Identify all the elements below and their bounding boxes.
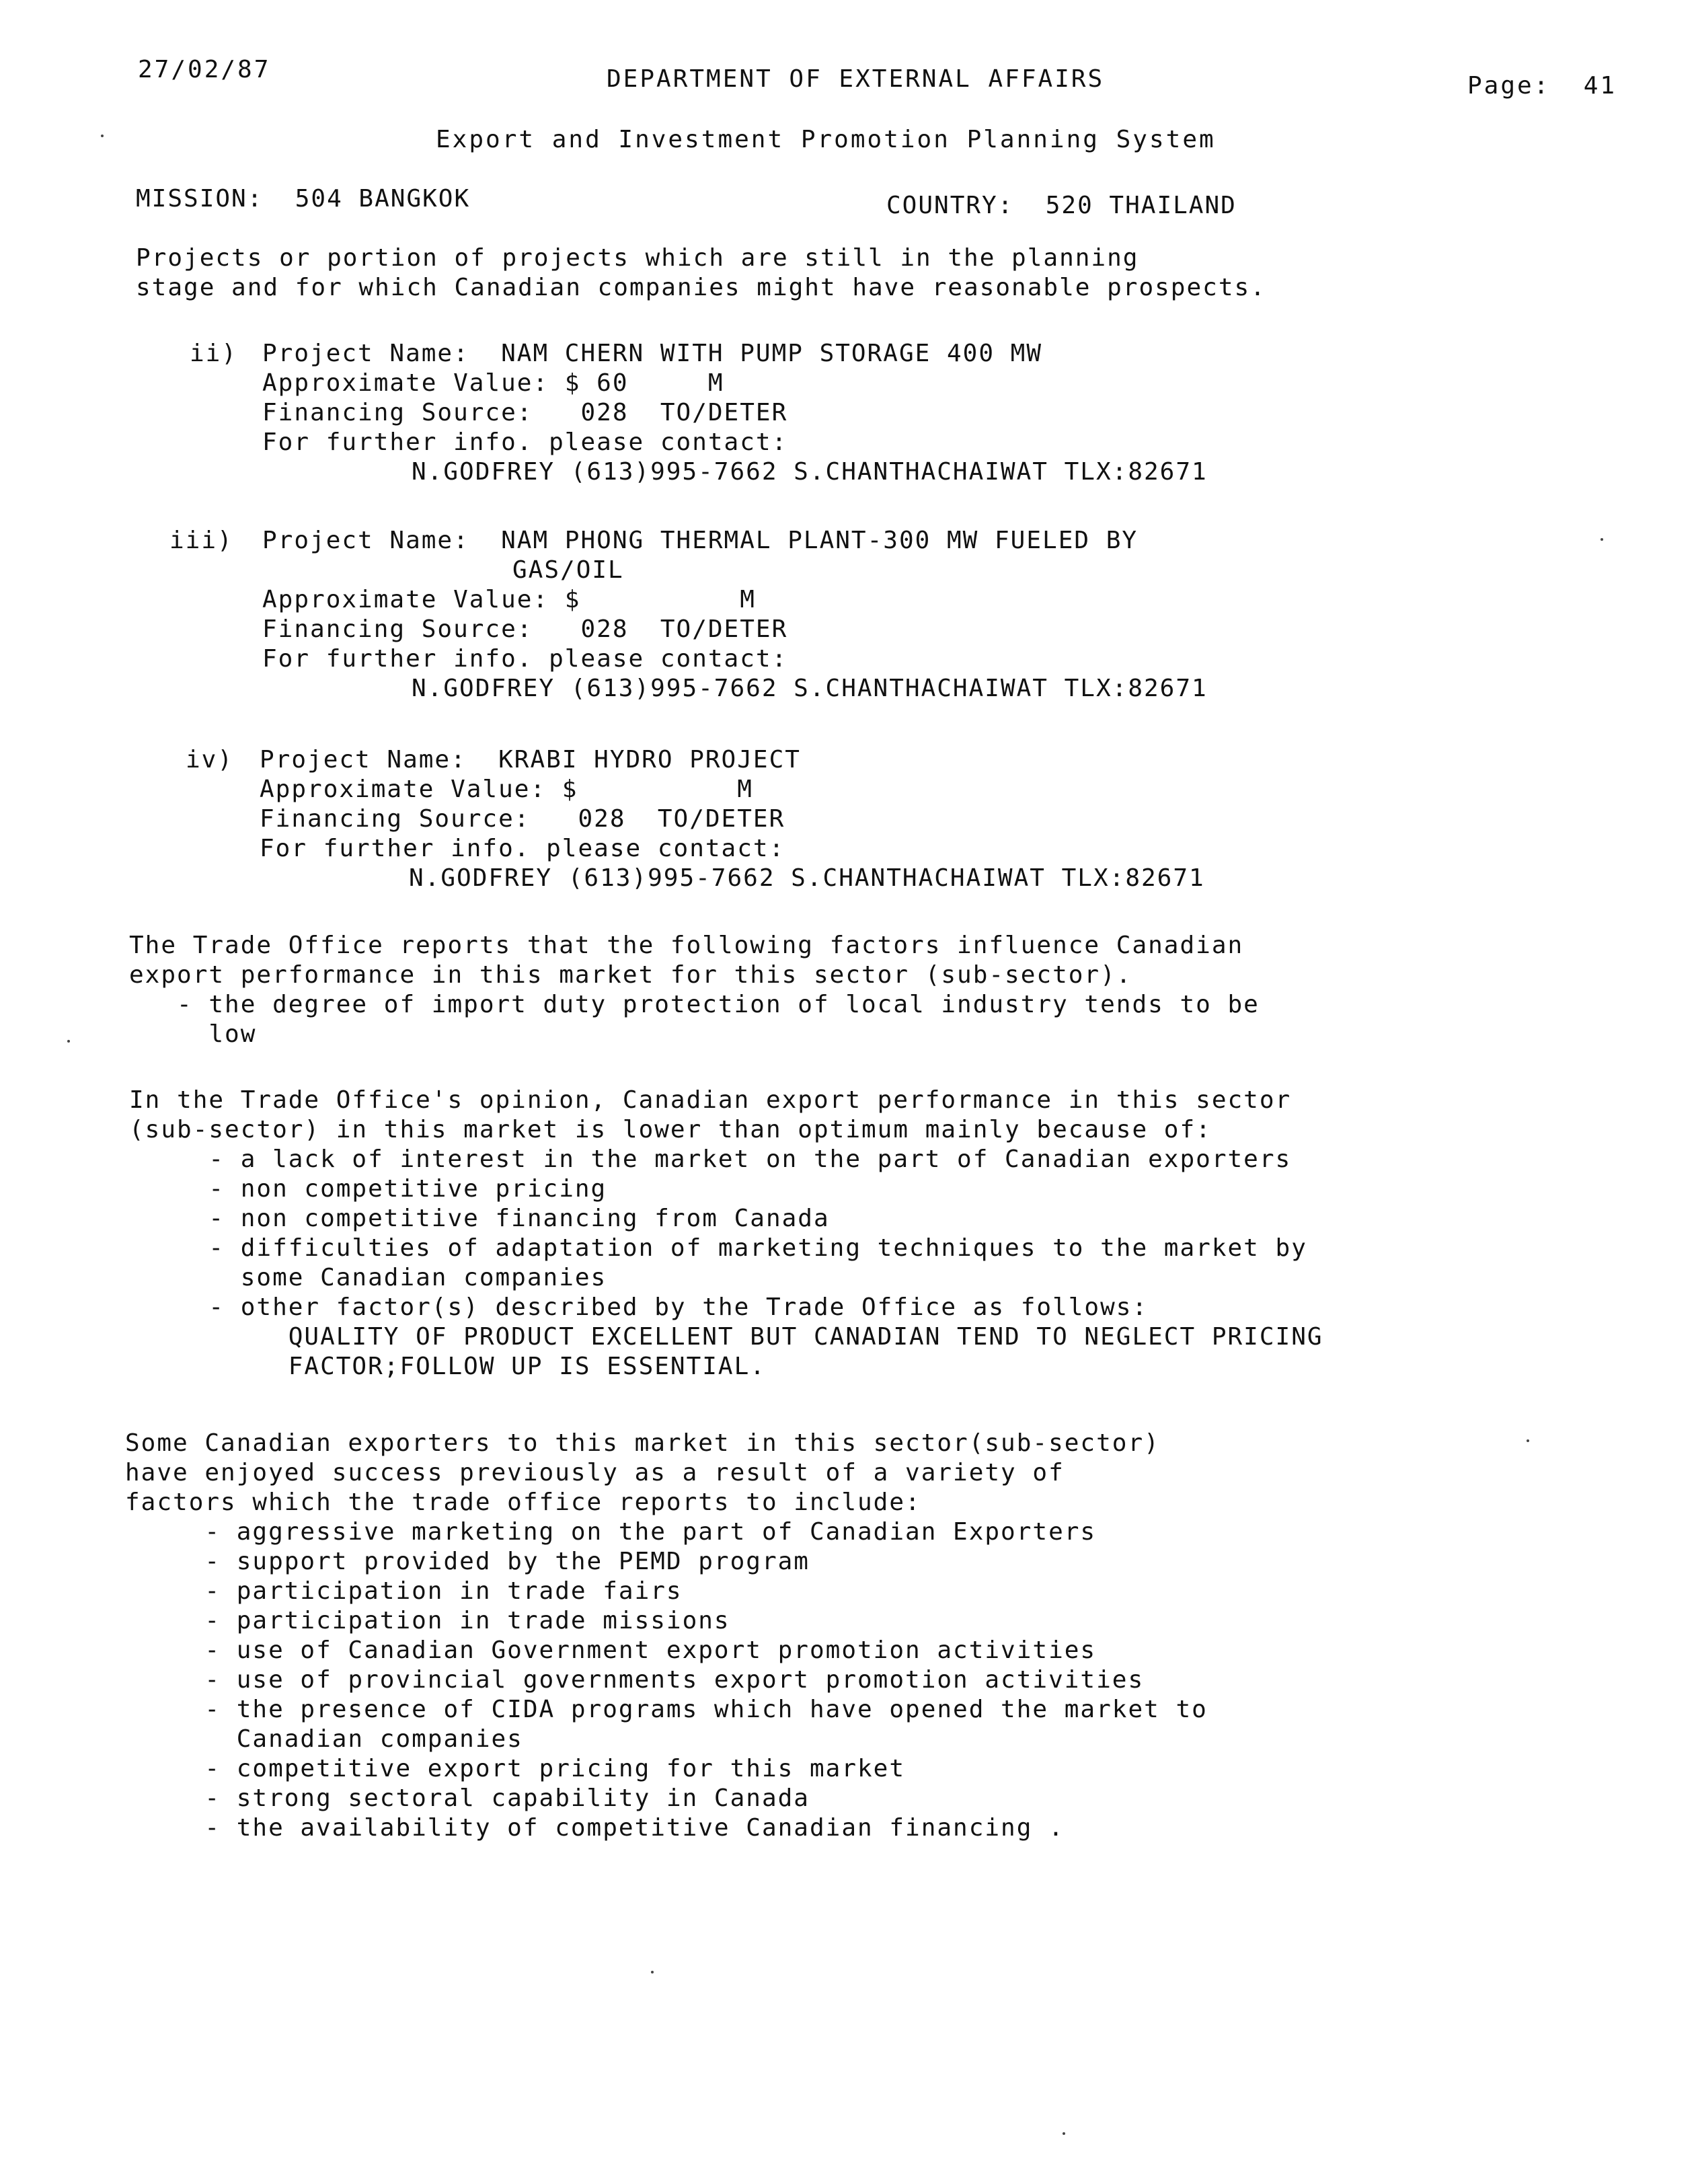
opinion-line: - a lack of interest in the market on the part of Canadian exporters [129, 1145, 1292, 1173]
project-entry [190, 339, 1208, 487]
opinion-line: FACTOR;FOLLOW UP IS ESSENTIAL. [129, 1353, 766, 1380]
project-entry [186, 745, 1205, 893]
project-number: iii) [169, 527, 233, 554]
mission-label: MISSION: 504 BANGKOK [136, 185, 471, 213]
success-line: Some Canadian exporters to this market in this sector(sub-sector) [125, 1429, 1160, 1457]
project-further-info: For further info. please contact: [260, 835, 785, 862]
success-line: - the availability of competitive Canadian financing . [125, 1814, 1065, 1842]
opinion-line: - non competitive financing from Canada [129, 1205, 830, 1232]
factors-line: The Trade Office reports that the following factors influence Canadian [129, 932, 1244, 959]
project-number: iv) [186, 746, 234, 774]
factors-line: - the degree of import duty protection of local industry tends to be [129, 991, 1260, 1018]
scan-speck [1601, 538, 1603, 541]
success-line: - the presence of CIDA programs which have opened the market to [125, 1696, 1208, 1723]
project-name: Project Name: NAM CHERN WITH PUMP STORAGE 400 MW [262, 340, 1043, 367]
scan-speck [651, 1971, 654, 1973]
success-line: have enjoyed success previously as a result of a variety of [125, 1459, 1065, 1486]
opinion-line: - non competitive pricing [129, 1175, 607, 1203]
success-line: - participation in trade missions [125, 1607, 730, 1634]
project-number: ii) [190, 340, 238, 367]
opinion-line: some Canadian companies [129, 1264, 607, 1291]
opinion-line: QUALITY OF PRODUCT EXCELLENT BUT CANADIAN TEND TO NEGLECT PRICING [129, 1323, 1323, 1351]
project-financing: Financing Source: 028 TO/DETER [262, 399, 788, 426]
project-further-info: For further info. please contact: [262, 645, 788, 673]
success-line: - competitive export pricing for this market [125, 1755, 906, 1782]
project-value: Approximate Value: $ 60 M [262, 369, 724, 397]
project-further-info: For further info. please contact: [262, 428, 788, 456]
intro-line: Projects or portion of projects which are still in the planning [136, 244, 1139, 272]
country-label: COUNTRY: 520 THAILAND [886, 192, 1237, 219]
opinion-line: (sub-sector) in this market is lower than optimum mainly because of: [129, 1116, 1212, 1143]
success-line: - use of provincial governments export promotion activities [125, 1666, 1145, 1694]
success-paragraph [125, 1429, 1208, 1843]
project-name: Project Name: KRABI HYDRO PROJECT [260, 746, 801, 774]
project-value: Approximate Value: $ M [262, 586, 756, 613]
page-number: Page: 41 [1467, 72, 1617, 100]
intro-paragraph [136, 243, 1266, 303]
success-line: factors which the trade office reports to include: [125, 1489, 921, 1516]
scan-speck [1527, 1439, 1529, 1442]
opinion-line: - other factor(s) described by the Trade Office as follows: [129, 1293, 1149, 1321]
project-financing: Financing Source: 028 TO/DETER [260, 805, 785, 833]
intro-line: stage and for which Canadian companies might have reasonable prospects. [136, 274, 1266, 301]
success-line: - support provided by the PEMD program [125, 1548, 810, 1575]
opinion-line: In the Trade Office's opinion, Canadian export performance in this sector [129, 1086, 1292, 1114]
project-financing: Financing Source: 028 TO/DETER [262, 615, 788, 643]
success-line: Canadian companies [125, 1725, 523, 1753]
factors-line: low [129, 1020, 257, 1048]
report-date: 27/02/87 [138, 56, 271, 83]
project-name-continued: GAS/OIL [512, 556, 624, 584]
scan-speck [1063, 2132, 1065, 2135]
scan-speck [67, 1040, 70, 1043]
opinion-paragraph [129, 1086, 1323, 1382]
success-line: - strong sectoral capability in Canada [125, 1784, 810, 1812]
project-value: Approximate Value: $ M [260, 776, 753, 803]
factors-line: export performance in this market for this sector (sub-sector). [129, 961, 1132, 989]
project-contact: N.GODFREY (613)995-7662 S.CHANTHACHAIWAT TLX:82671 [409, 864, 1205, 892]
department-title: DEPARTMENT OF EXTERNAL AFFAIRS [607, 65, 1105, 93]
project-contact: N.GODFREY (613)995-7662 S.CHANTHACHAIWAT TLX:82671 [412, 458, 1208, 486]
success-line: - use of Canadian Government export promotion activities [125, 1636, 1097, 1664]
scan-speck [101, 135, 104, 137]
opinion-line: - difficulties of adaptation of marketing techniques to the market by [129, 1234, 1307, 1262]
success-line: - aggressive marketing on the part of Canadian Exporters [125, 1518, 1097, 1546]
system-title: Export and Investment Promotion Planning System [436, 126, 1216, 153]
success-line: - participation in trade fairs [125, 1577, 683, 1605]
factors-paragraph [129, 931, 1260, 1049]
project-name: Project Name: NAM PHONG THERMAL PLANT-300 MW FUELED BY [262, 527, 1139, 554]
project-entry [169, 526, 1208, 704]
project-contact: N.GODFREY (613)995-7662 S.CHANTHACHAIWAT TLX:82671 [412, 675, 1208, 702]
